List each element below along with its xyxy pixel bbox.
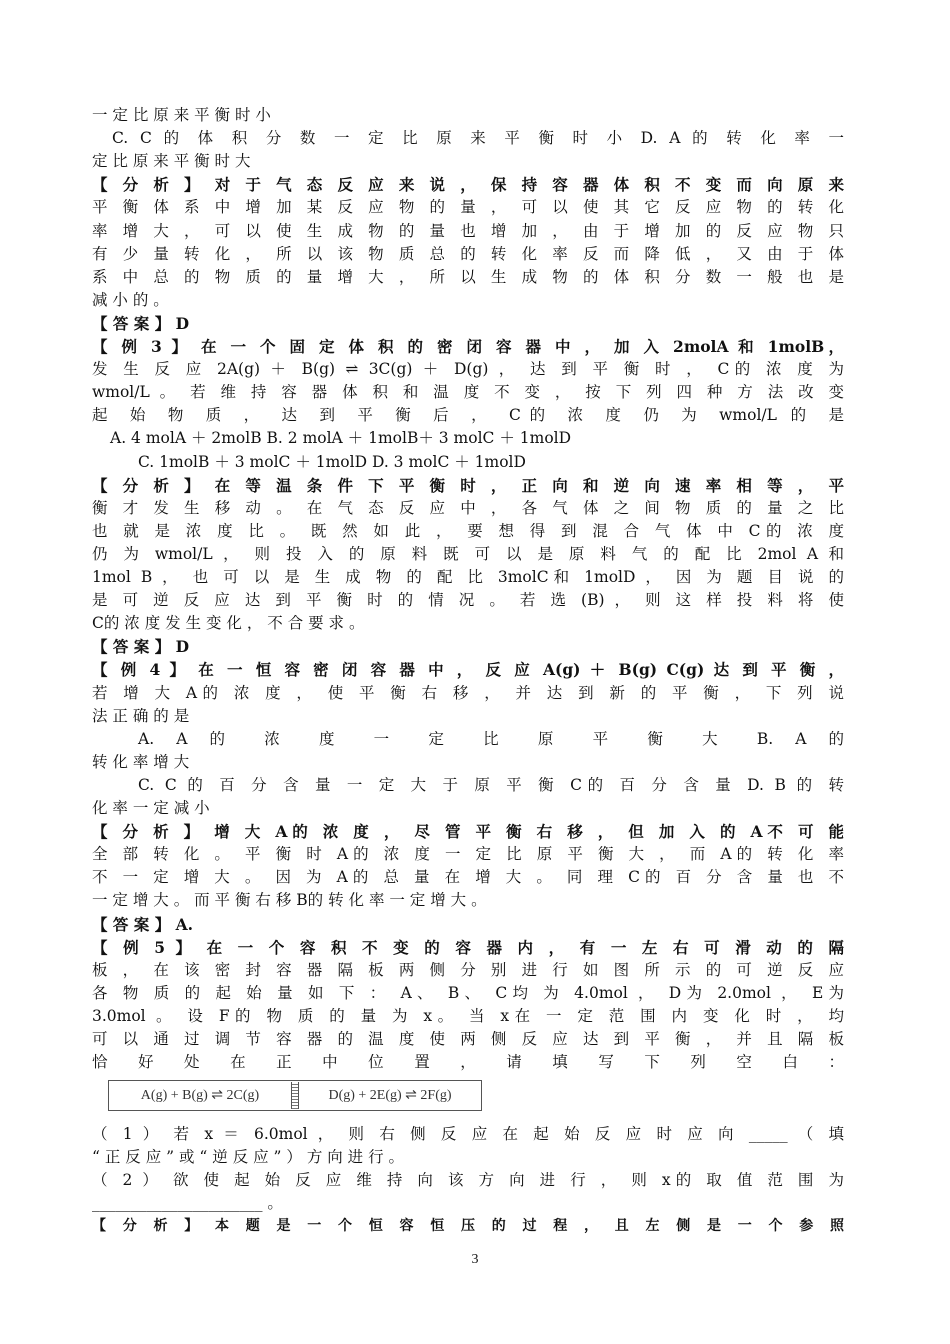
reaction-diagram [108,1080,482,1111]
text-line: 转 化 率 增 大 [92,752,190,771]
text-line: 可 以 通 过 调 节 容 器 的 温 度 使 两 侧 反 应 达 到 平 衡 ， 并 且 隔 板 [92,1030,845,1048]
text-line: C. 1molB ＋ 3 molC ＋ 1molD D. 3 molC ＋ 1molD [138,452,526,471]
text-line: 【 答 案 】 D [92,313,190,333]
text-line: ______________________ 。 [92,1194,283,1213]
text-line: 是 可 逆 反 应 达 到 平 衡 时 的 情 况 。 若 选 (B) ， 则 这 样 投 料 将 使 [92,591,845,610]
text-line: 恰 好 处 在 正 中 位 置 ， 请 填 写 下 列 空 白 ： [92,1053,844,1072]
text-line: 【 例 3 】 在 一 个 固 定 体 积 的 密 闭 容 器 中 ， 加 入 2molA 和 1molB， [92,337,844,356]
text-line: 衡 才 发 生 移 动 。 在 气 态 反 应 中 ， 各 气 体 之 间 物 质 的 量 之 比 [92,498,845,517]
text-line: 【 分 析 】 在 等 温 条 件 下 平 衡 时 ， 正 向 和 逆 向 速 率 相 等 ， 平 [92,475,844,495]
text-line: 有 少 量 转 化 ， 所 以 该 物 质 总 的 转 化 率 反 而 降 低 ， 又 由 于 体 [92,244,845,263]
text-line: “ 正 反 应 ” 或 “ 逆 反 应 ” ） 方 向 进 行 。 [92,1148,405,1167]
text-line: 1mol B ， 也 可 以 是 生 成 物 的 配 比 3molC和 1molD ， 因 为 题 目 说 的 [92,568,844,586]
text-line: 3.0mol 。 设 F的 物 质 的 量 为 x。 当 x在 一 定 范 围 内 变 化 时 ， 均 [92,1006,844,1025]
page-number: 3 [471,1252,479,1267]
text-line: 定 比 原 来 平 衡 时 大 [92,152,251,171]
text-line: 板 ， 在 该 密 封 容 器 隔 板 两 侧 分 别 进 行 如 图 所 示 的 可 逆 反 应 [92,960,845,979]
text-line: （ 1 ） 若 x ＝ 6.0mol ， 则 右 侧 反 应 在 起 始 反 应 时 应 向 _____ （ 填 [92,1125,845,1143]
text-line: 【 分 析 】 增 大 A的 浓 度 ， 尽 管 平 衡 右 移 ， 但 加 入 的 A不 可 能 [92,822,844,842]
text-line: 率 增 大 ， 可 以 使 生 成 物 的 量 也 增 加 ， 由 于 增 加 的 反 应 物 只 [92,221,845,240]
text-line: 减 小 的 。 [92,290,169,309]
text-line: C的 浓 度 发 生 变 化 ， 不 合 要 求 。 [92,614,365,633]
text-line: 也 就 是 浓 度 比 。 既 然 如 此 ， 要 想 得 到 混 合 气 体 中 C的 浓 度 [92,521,844,540]
text-line: 发 生 反 应 2A(g) ＋ B(g) ⇌ 3C(g) ＋ D(g) ， 达 到 平 衡 时 ， C的 浓 度 为 [92,360,844,379]
text-line: 仍 为 wmol/L ， 则 投 入 的 原 料 既 可 以 是 原 料 气 的 配 比 2mol A 和 [92,544,844,563]
text-line: 一 定 增 大 。 而 平 衡 右 移 B的 转 化 率 一 定 增 大 。 [92,891,487,910]
right-reaction: D(g) + 2E(g) ⇌ 2F(g) [328,1088,452,1103]
text-line: 【 分 析 】 对 于 气 态 反 应 来 说 ， 保 持 容 器 体 积 不 变 而 向 原 来 [92,175,844,195]
text-line: （ 2 ） 欲 使 起 始 反 应 维 持 向 该 方 向 进 行 ， 则 x的 取 值 范 围 为 [92,1171,844,1190]
text-line: 【 例 4 】 在 一 恒 容 密 闭 容 器 中 ， 反 应 A(g) ＋ B(g) C(g) 达 到 平 衡 ， [92,660,844,680]
text-line: C. C 的 百 分 含 量 一 定 大 于 原 平 衡 C的 百 分 含 量 D. B 的 转 [138,775,844,794]
text-line: 【 分 析 】 本 题 是 一 个 恒 容 恒 压 的 过 程 ， 且 左 侧 是 一 个 参 照 [92,1218,844,1235]
text-line: A. A 的 浓 度 一 定 比 原 平 衡 大 B. A 的 [138,729,844,748]
text-line: 【 答 案 】 A. [92,914,194,934]
text-line: 【 例 5 】 在 一 个 容 积 不 变 的 容 器 内 ， 有 一 左 右 可 滑 动 的 隔 [92,937,844,957]
text-line: 若 增 大 A的 浓 度 ， 使 平 衡 右 移 ， 并 达 到 新 的 平 衡 ， 下 列 说 [92,683,844,702]
text-line: 化 率 一 定 减 小 [92,799,210,817]
text-line: 一 定 比 原 来 平 衡 时 小 [92,106,271,124]
text-line: 不 一 定 增 大 。 因 为 A的 总 量 在 增 大 。 同 理 C的 百 分 含 量 也 不 [92,868,844,887]
text-line: 各 物 质 的 起 始 量 如 下 ： A、 B、 C均 为 4.0mol ， D为 2.0mol ， E为 [92,983,844,1002]
text-line: C. C 的 体 积 分 数 一 定 比 原 来 平 衡 时 小 D. A 的 转 化 率 一 [112,129,844,148]
left-reaction: A(g) + B(g) ⇌ 2C(g) [140,1088,260,1103]
text-line: A. 4 molA ＋ 2molB B. 2 molA ＋ 1molB＋ 3 molC ＋ 1molD [110,429,572,448]
text-line: 全 部 转 化 。 平 衡 时 A的 浓 度 一 定 比 原 平 衡 大 ， 而 A的 转 化 率 [92,845,844,864]
text-line: 起 始 物 质 ， 达 到 平 衡 后 ， C的 浓 度 仍 为 wmol/L 的 是 [92,406,844,425]
text-line: 法 正 确 的 是 [92,706,190,725]
text-line: 【 答 案 】 D [92,637,190,657]
text-line: 平 衡 体 系 中 增 加 某 反 应 物 的 量 ， 可 以 使 其 它 反 应 物 的 转 化 [92,198,845,217]
text-line: 系 中 总 的 物 质 的 量 增 大 ， 所 以 生 成 物 的 体 积 分 数 一 般 也 是 [92,267,845,286]
text-line: wmol/L 。 若 维 持 容 器 体 积 和 温 度 不 变 ， 按 下 列 四 种 方 法 改 变 [92,383,844,402]
sliding-partition [291,1082,299,1109]
